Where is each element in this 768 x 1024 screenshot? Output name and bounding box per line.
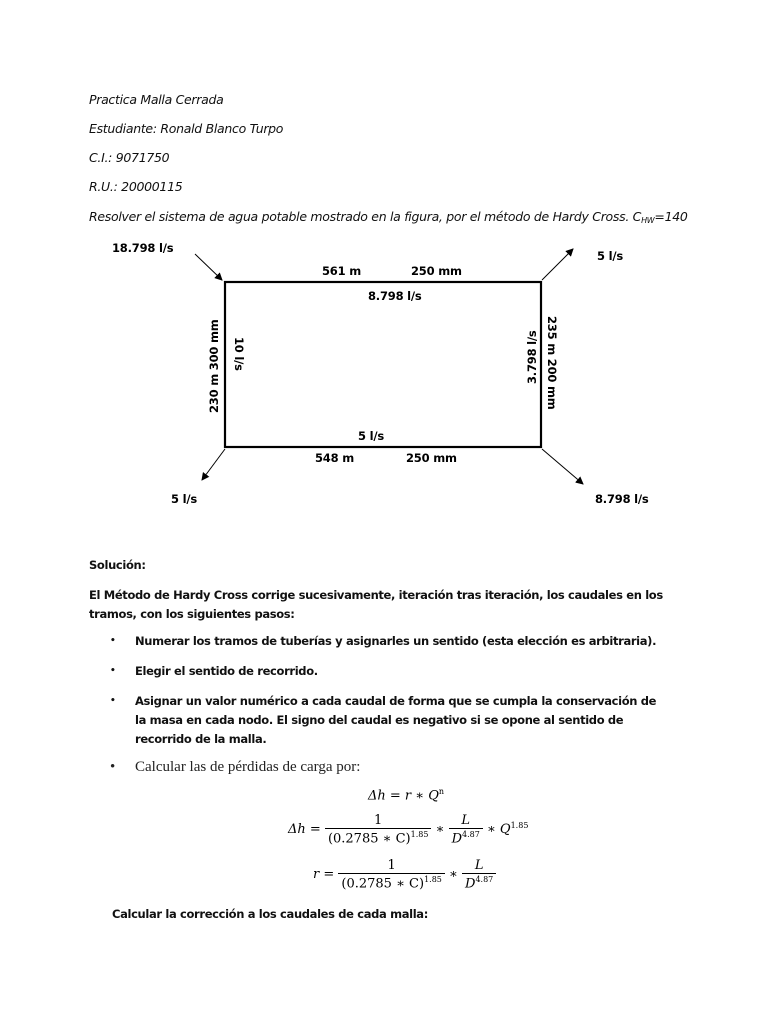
outflow-label-bottom-left: 5 l/s (171, 492, 197, 506)
list-item (110, 759, 670, 776)
outflow-arrow-bottom-right (542, 449, 583, 484)
right-pipe-label: 235 m 200 mm (545, 316, 559, 410)
student-name: Estudiante: Ronald Blanco Turpo (89, 121, 284, 136)
fraction (449, 813, 483, 846)
den-text: D (451, 831, 462, 847)
top-pipe-diameter: 250 mm (411, 264, 462, 278)
formula-operator: ∗ (449, 867, 458, 883)
bullet-icon: • (110, 696, 116, 706)
bottom-pipe-diameter: 250 mm (406, 451, 457, 465)
bullet-icon: • (110, 666, 116, 676)
problem-value: =140 (654, 209, 688, 224)
top-pipe-length: 561 m (322, 264, 361, 278)
step-text: Calcular las de pérdidas de carga por: (135, 759, 361, 775)
inflow-label: 18.798 l/s (112, 241, 174, 255)
step-text: Elegir el sentido de recorrido. (135, 664, 318, 678)
formula-lhs: r = (313, 867, 335, 883)
outflow-arrow-bottom-left (202, 449, 225, 480)
fraction-denominator (462, 873, 496, 891)
formula-head-loss (368, 787, 444, 803)
bullet-icon: • (110, 759, 116, 775)
bottom-pipe-length: 548 m (315, 451, 354, 465)
fraction-denominator (338, 873, 445, 891)
den-exponent: 1.85 (424, 875, 442, 884)
list-item (110, 692, 670, 749)
den-text: (0.2785 ∗ C) (327, 831, 411, 847)
outflow-label-bottom-right: 8.798 l/s (595, 492, 649, 506)
formula-exponent: 1.85 (510, 820, 529, 830)
bullet-icon: • (110, 636, 116, 646)
problem-text: Resolver el sistema de agua potable mostrado en la figura, por el método de Hardy Cross. C (89, 209, 642, 224)
formula-tail: ∗ Q (486, 822, 511, 838)
outflow-label-top-right: 5 l/s (597, 249, 623, 263)
step-text: Numerar los tramos de tuberías y asignarles un sentido (esta elección es arbitraria). (135, 634, 657, 648)
fraction (325, 813, 432, 846)
fraction-numerator: 1 (387, 858, 396, 873)
left-pipe-label: 230 m 300 mm (207, 319, 221, 413)
fraction (338, 858, 445, 891)
top-pipe-flow: 8.798 l/s (368, 289, 422, 303)
outflow-arrow-top-right (542, 249, 573, 280)
formula-exponent: n (438, 787, 445, 796)
fraction (462, 858, 496, 891)
den-exponent: 4.87 (462, 830, 480, 839)
formula-text: Δh = r ∗ Q (368, 788, 439, 804)
list-item (110, 632, 670, 651)
inflow-arrow (195, 254, 222, 280)
student-ci: C.I.: 9071750 (89, 150, 170, 165)
closing-step: Calcular la corrección a los caudales de cada malla: (112, 907, 428, 921)
list-item (110, 662, 670, 681)
student-ru: R.U.: 20000115 (89, 179, 183, 194)
formula-lhs: Δh = (288, 822, 321, 838)
den-text: D (465, 876, 476, 892)
den-text: (0.2785 ∗ C) (341, 876, 425, 892)
fraction-denominator (325, 828, 432, 846)
pipe-network-diagram (0, 230, 768, 520)
solution-heading: Solución: (89, 558, 146, 572)
formula-head-loss-expanded (288, 813, 528, 846)
den-exponent: 1.85 (410, 830, 429, 839)
formula-operator: ∗ (435, 822, 445, 838)
fraction-numerator: 1 (374, 813, 383, 828)
left-pipe-flow: 10 l/s (232, 337, 246, 371)
formula-resistance (313, 858, 496, 891)
pipe-loop (225, 282, 541, 447)
right-pipe-flow: 3.798 l/s (525, 330, 539, 384)
solution-intro: El Método de Hardy Cross corrige sucesivamente, iteración tras iteración, los caudales en los tramos, con los siguientes pasos: (89, 588, 663, 621)
document-title: Practica Malla Cerrada (89, 92, 224, 107)
step-text: Asignar un valor numérico a cada caudal de forma que se cumpla la conservación de la masa en cada nodo. El signo del caudal es negativo si se opone al sentido de recorrido de la malla. (135, 694, 657, 746)
problem-statement (89, 209, 688, 225)
problem-subscript: HW (641, 216, 655, 225)
fraction-denominator (449, 828, 483, 846)
bottom-pipe-flow: 5 l/s (358, 429, 384, 443)
den-exponent: 4.87 (475, 875, 494, 884)
fraction-numerator: L (474, 858, 484, 873)
steps-list (110, 632, 670, 776)
fraction-numerator: L (461, 813, 470, 828)
